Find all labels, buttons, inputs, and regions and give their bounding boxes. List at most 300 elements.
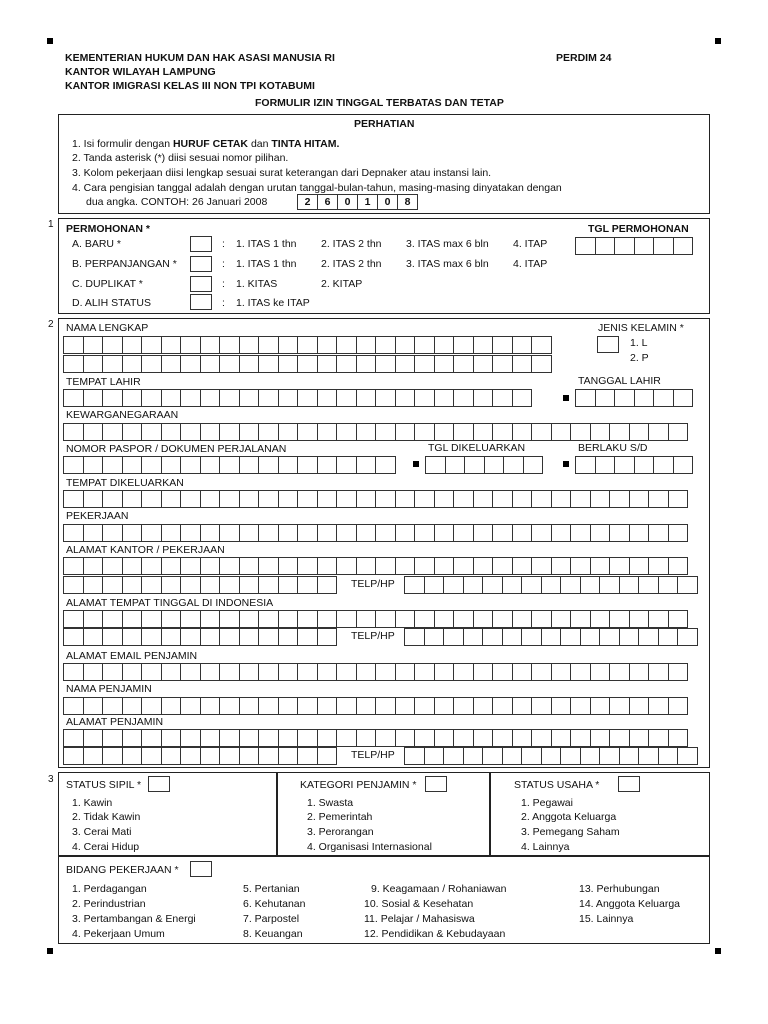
character-cell[interactable]	[414, 557, 435, 575]
character-cell[interactable]	[521, 628, 542, 646]
character-cell[interactable]	[629, 729, 650, 747]
character-cell[interactable]	[200, 610, 221, 628]
character-cell[interactable]	[297, 423, 318, 441]
character-cell[interactable]	[375, 697, 396, 715]
character-cell[interactable]	[434, 663, 455, 681]
character-cell[interactable]	[375, 524, 396, 542]
character-cell[interactable]	[648, 524, 669, 542]
character-cell[interactable]	[356, 355, 377, 373]
character-cell[interactable]	[445, 456, 466, 474]
character-cell[interactable]	[560, 628, 581, 646]
character-cell[interactable]	[63, 355, 84, 373]
character-cell[interactable]	[239, 355, 260, 373]
character-cell[interactable]	[102, 423, 123, 441]
character-cell[interactable]	[122, 663, 143, 681]
character-cell[interactable]	[141, 610, 162, 628]
character-cell[interactable]	[531, 663, 552, 681]
character-cell[interactable]	[473, 355, 494, 373]
character-cell[interactable]	[258, 355, 279, 373]
character-cell[interactable]	[673, 389, 694, 407]
character-cell[interactable]	[258, 389, 279, 407]
character-cell[interactable]	[658, 747, 679, 765]
character-cell[interactable]	[463, 576, 484, 594]
character-cell[interactable]	[317, 423, 338, 441]
character-cell[interactable]	[180, 423, 201, 441]
character-cell[interactable]	[356, 524, 377, 542]
character-cell[interactable]	[395, 524, 416, 542]
character-cell[interactable]	[570, 663, 591, 681]
character-cell[interactable]	[551, 663, 572, 681]
character-cell[interactable]	[482, 628, 503, 646]
character-cell[interactable]	[404, 628, 425, 646]
character-cell[interactable]	[200, 524, 221, 542]
character-cell[interactable]	[484, 456, 505, 474]
character-cell[interactable]	[434, 524, 455, 542]
character-cell[interactable]	[200, 557, 221, 575]
character-cell[interactable]	[102, 747, 123, 765]
character-cell[interactable]	[219, 355, 240, 373]
character-cell[interactable]	[63, 576, 84, 594]
character-cell[interactable]	[219, 524, 240, 542]
character-cell[interactable]	[83, 576, 104, 594]
character-cell[interactable]	[219, 456, 240, 474]
character-cell[interactable]	[375, 610, 396, 628]
character-cell[interactable]	[200, 389, 221, 407]
character-cell[interactable]	[200, 663, 221, 681]
character-cell[interactable]	[668, 490, 689, 508]
character-cell[interactable]	[668, 697, 689, 715]
character-cell[interactable]	[258, 729, 279, 747]
character-cell[interactable]	[668, 663, 689, 681]
character-cell[interactable]	[375, 336, 396, 354]
character-cell[interactable]	[395, 389, 416, 407]
character-cell[interactable]	[317, 697, 338, 715]
bidang-pekerjaan-checkbox[interactable]	[190, 861, 212, 877]
character-cell[interactable]	[122, 423, 143, 441]
character-cell[interactable]	[102, 336, 123, 354]
character-cell[interactable]	[541, 576, 562, 594]
character-cell[interactable]	[492, 729, 513, 747]
character-cell[interactable]	[200, 456, 221, 474]
character-cell[interactable]	[434, 389, 455, 407]
character-cell[interactable]	[239, 490, 260, 508]
nama-lengkap-row-2[interactable]	[63, 355, 551, 373]
character-cell[interactable]	[180, 576, 201, 594]
character-cell[interactable]	[492, 610, 513, 628]
character-cell[interactable]	[677, 576, 698, 594]
character-cell[interactable]	[278, 697, 299, 715]
character-cell[interactable]	[239, 557, 260, 575]
character-cell[interactable]	[356, 456, 377, 474]
character-cell[interactable]	[492, 355, 513, 373]
character-cell[interactable]	[668, 524, 689, 542]
character-cell[interactable]	[317, 557, 338, 575]
character-cell[interactable]	[453, 490, 474, 508]
character-cell[interactable]	[141, 628, 162, 646]
character-cell[interactable]	[599, 576, 620, 594]
character-cell[interactable]	[200, 747, 221, 765]
character-cell[interactable]	[580, 628, 601, 646]
character-cell[interactable]	[297, 524, 318, 542]
character-cell[interactable]	[541, 628, 562, 646]
character-cell[interactable]	[83, 389, 104, 407]
character-cell[interactable]	[395, 336, 416, 354]
character-cell[interactable]	[677, 747, 698, 765]
character-cell[interactable]	[258, 557, 279, 575]
character-cell[interactable]	[239, 729, 260, 747]
character-cell[interactable]	[180, 389, 201, 407]
character-cell[interactable]	[356, 336, 377, 354]
character-cell[interactable]	[161, 389, 182, 407]
character-cell[interactable]	[492, 423, 513, 441]
character-cell[interactable]	[590, 729, 611, 747]
character-cell[interactable]	[453, 423, 474, 441]
character-cell[interactable]	[512, 355, 533, 373]
character-cell[interactable]	[492, 490, 513, 508]
nama-penjamin-input[interactable]	[63, 697, 687, 715]
character-cell[interactable]	[395, 729, 416, 747]
character-cell[interactable]	[200, 729, 221, 747]
character-cell[interactable]	[122, 456, 143, 474]
character-cell[interactable]	[336, 423, 357, 441]
character-cell[interactable]	[502, 576, 523, 594]
character-cell[interactable]	[668, 557, 689, 575]
character-cell[interactable]	[575, 456, 596, 474]
character-cell[interactable]	[180, 336, 201, 354]
character-cell[interactable]	[531, 729, 552, 747]
character-cell[interactable]	[629, 610, 650, 628]
character-cell[interactable]	[434, 423, 455, 441]
character-cell[interactable]	[653, 237, 674, 255]
character-cell[interactable]	[414, 389, 435, 407]
character-cell[interactable]	[375, 355, 396, 373]
character-cell[interactable]	[278, 456, 299, 474]
character-cell[interactable]	[258, 423, 279, 441]
character-cell[interactable]	[83, 610, 104, 628]
character-cell[interactable]	[141, 663, 162, 681]
kategori-penjamin-checkbox[interactable]	[425, 776, 447, 792]
character-cell[interactable]	[590, 423, 611, 441]
character-cell[interactable]	[258, 697, 279, 715]
character-cell[interactable]	[414, 524, 435, 542]
character-cell[interactable]	[141, 697, 162, 715]
character-cell[interactable]	[141, 389, 162, 407]
character-cell[interactable]	[634, 237, 655, 255]
character-cell[interactable]	[239, 663, 260, 681]
character-cell[interactable]	[161, 557, 182, 575]
character-cell[interactable]	[180, 663, 201, 681]
character-cell[interactable]	[638, 747, 659, 765]
character-cell[interactable]	[658, 628, 679, 646]
character-cell[interactable]	[414, 336, 435, 354]
character-cell[interactable]	[619, 747, 640, 765]
character-cell[interactable]	[425, 456, 446, 474]
character-cell[interactable]	[668, 610, 689, 628]
character-cell[interactable]	[580, 576, 601, 594]
character-cell[interactable]	[102, 456, 123, 474]
character-cell[interactable]	[317, 610, 338, 628]
character-cell[interactable]	[200, 576, 221, 594]
character-cell[interactable]	[375, 456, 396, 474]
character-cell[interactable]	[551, 557, 572, 575]
character-cell[interactable]	[673, 237, 694, 255]
character-cell[interactable]	[668, 423, 689, 441]
character-cell[interactable]	[336, 557, 357, 575]
character-cell[interactable]	[599, 628, 620, 646]
alamat-penjamin-row-1[interactable]	[63, 729, 687, 747]
character-cell[interactable]	[668, 729, 689, 747]
character-cell[interactable]	[648, 610, 669, 628]
character-cell[interactable]	[219, 490, 240, 508]
character-cell[interactable]	[375, 490, 396, 508]
character-cell[interactable]	[161, 490, 182, 508]
alamat-kantor-telp-input[interactable]	[404, 576, 697, 594]
character-cell[interactable]	[453, 336, 474, 354]
character-cell[interactable]	[629, 490, 650, 508]
character-cell[interactable]	[161, 423, 182, 441]
character-cell[interactable]	[531, 557, 552, 575]
character-cell[interactable]	[102, 697, 123, 715]
character-cell[interactable]	[258, 336, 279, 354]
character-cell[interactable]	[634, 456, 655, 474]
character-cell[interactable]	[180, 628, 201, 646]
character-cell[interactable]	[463, 628, 484, 646]
character-cell[interactable]	[122, 336, 143, 354]
character-cell[interactable]	[375, 729, 396, 747]
character-cell[interactable]	[653, 456, 674, 474]
character-cell[interactable]	[395, 610, 416, 628]
character-cell[interactable]	[278, 524, 299, 542]
character-cell[interactable]	[443, 747, 464, 765]
character-cell[interactable]	[161, 610, 182, 628]
character-cell[interactable]	[356, 389, 377, 407]
character-cell[interactable]	[434, 610, 455, 628]
character-cell[interactable]	[258, 628, 279, 646]
character-cell[interactable]	[609, 524, 630, 542]
character-cell[interactable]	[200, 336, 221, 354]
character-cell[interactable]	[239, 456, 260, 474]
character-cell[interactable]	[317, 490, 338, 508]
character-cell[interactable]	[551, 524, 572, 542]
duplikat-checkbox[interactable]	[190, 276, 212, 292]
character-cell[interactable]	[356, 423, 377, 441]
character-cell[interactable]	[482, 576, 503, 594]
character-cell[interactable]	[141, 423, 162, 441]
character-cell[interactable]	[629, 423, 650, 441]
character-cell[interactable]	[83, 628, 104, 646]
character-cell[interactable]	[180, 610, 201, 628]
character-cell[interactable]	[122, 490, 143, 508]
character-cell[interactable]	[297, 747, 318, 765]
character-cell[interactable]	[278, 490, 299, 508]
character-cell[interactable]	[590, 524, 611, 542]
character-cell[interactable]	[200, 628, 221, 646]
alamat-penjamin-row-2[interactable]	[63, 747, 336, 765]
alamat-penjamin-telp-input[interactable]	[404, 747, 697, 765]
character-cell[interactable]	[161, 628, 182, 646]
character-cell[interactable]	[278, 355, 299, 373]
character-cell[interactable]	[580, 747, 601, 765]
baru-checkbox[interactable]	[190, 236, 212, 252]
character-cell[interactable]	[463, 747, 484, 765]
character-cell[interactable]	[63, 389, 84, 407]
character-cell[interactable]	[297, 697, 318, 715]
character-cell[interactable]	[278, 628, 299, 646]
alamat-tinggal-row-2[interactable]	[63, 628, 336, 646]
character-cell[interactable]	[531, 336, 552, 354]
character-cell[interactable]	[219, 697, 240, 715]
character-cell[interactable]	[83, 355, 104, 373]
paspor-input[interactable]	[63, 456, 395, 474]
character-cell[interactable]	[619, 576, 640, 594]
character-cell[interactable]	[122, 524, 143, 542]
character-cell[interactable]	[83, 524, 104, 542]
character-cell[interactable]	[614, 389, 635, 407]
character-cell[interactable]	[219, 663, 240, 681]
character-cell[interactable]	[180, 697, 201, 715]
character-cell[interactable]	[414, 490, 435, 508]
character-cell[interactable]	[102, 557, 123, 575]
alamat-tinggal-telp-input[interactable]	[404, 628, 697, 646]
character-cell[interactable]	[356, 490, 377, 508]
character-cell[interactable]	[395, 663, 416, 681]
character-cell[interactable]	[356, 663, 377, 681]
character-cell[interactable]	[551, 697, 572, 715]
character-cell[interactable]	[629, 697, 650, 715]
character-cell[interactable]	[629, 524, 650, 542]
character-cell[interactable]	[414, 355, 435, 373]
character-cell[interactable]	[595, 237, 616, 255]
character-cell[interactable]	[141, 747, 162, 765]
character-cell[interactable]	[102, 610, 123, 628]
character-cell[interactable]	[239, 576, 260, 594]
character-cell[interactable]	[473, 389, 494, 407]
character-cell[interactable]	[653, 389, 674, 407]
character-cell[interactable]	[239, 423, 260, 441]
character-cell[interactable]	[414, 423, 435, 441]
character-cell[interactable]	[551, 423, 572, 441]
character-cell[interactable]	[83, 490, 104, 508]
tgl-permohonan-input[interactable]	[575, 237, 692, 255]
alamat-kantor-row-1[interactable]	[63, 557, 687, 575]
character-cell[interactable]	[414, 697, 435, 715]
character-cell[interactable]	[453, 610, 474, 628]
character-cell[interactable]	[317, 663, 338, 681]
character-cell[interactable]	[560, 747, 581, 765]
character-cell[interactable]	[161, 663, 182, 681]
character-cell[interactable]	[395, 355, 416, 373]
character-cell[interactable]	[473, 610, 494, 628]
character-cell[interactable]	[141, 524, 162, 542]
character-cell[interactable]	[375, 557, 396, 575]
character-cell[interactable]	[317, 524, 338, 542]
character-cell[interactable]	[83, 663, 104, 681]
character-cell[interactable]	[317, 355, 338, 373]
character-cell[interactable]	[599, 747, 620, 765]
character-cell[interactable]	[464, 456, 485, 474]
character-cell[interactable]	[161, 355, 182, 373]
character-cell[interactable]	[609, 557, 630, 575]
character-cell[interactable]	[297, 729, 318, 747]
character-cell[interactable]	[395, 423, 416, 441]
character-cell[interactable]	[317, 389, 338, 407]
character-cell[interactable]	[161, 729, 182, 747]
tempat-dikeluarkan-input[interactable]	[63, 490, 687, 508]
character-cell[interactable]	[219, 747, 240, 765]
character-cell[interactable]	[551, 610, 572, 628]
character-cell[interactable]	[278, 423, 299, 441]
character-cell[interactable]	[161, 747, 182, 765]
character-cell[interactable]	[122, 729, 143, 747]
character-cell[interactable]	[638, 576, 659, 594]
character-cell[interactable]	[575, 389, 596, 407]
character-cell[interactable]	[512, 423, 533, 441]
tempat-lahir-input[interactable]	[63, 389, 531, 407]
character-cell[interactable]	[560, 576, 581, 594]
alamat-tinggal-row-1[interactable]	[63, 610, 687, 628]
character-cell[interactable]	[83, 456, 104, 474]
character-cell[interactable]	[473, 663, 494, 681]
character-cell[interactable]	[83, 697, 104, 715]
character-cell[interactable]	[317, 576, 338, 594]
character-cell[interactable]	[317, 747, 338, 765]
character-cell[interactable]	[473, 697, 494, 715]
character-cell[interactable]	[395, 490, 416, 508]
character-cell[interactable]	[141, 490, 162, 508]
character-cell[interactable]	[492, 336, 513, 354]
character-cell[interactable]	[102, 490, 123, 508]
character-cell[interactable]	[638, 628, 659, 646]
character-cell[interactable]	[258, 747, 279, 765]
character-cell[interactable]	[356, 729, 377, 747]
alamat-kantor-row-2[interactable]	[63, 576, 336, 594]
character-cell[interactable]	[356, 557, 377, 575]
character-cell[interactable]	[570, 610, 591, 628]
character-cell[interactable]	[492, 663, 513, 681]
character-cell[interactable]	[102, 628, 123, 646]
character-cell[interactable]	[629, 557, 650, 575]
character-cell[interactable]	[63, 729, 84, 747]
character-cell[interactable]	[482, 747, 503, 765]
character-cell[interactable]	[141, 336, 162, 354]
character-cell[interactable]	[453, 663, 474, 681]
character-cell[interactable]	[122, 557, 143, 575]
character-cell[interactable]	[473, 336, 494, 354]
character-cell[interactable]	[180, 729, 201, 747]
character-cell[interactable]	[424, 747, 445, 765]
character-cell[interactable]	[595, 389, 616, 407]
character-cell[interactable]	[609, 423, 630, 441]
character-cell[interactable]	[297, 336, 318, 354]
status-usaha-checkbox[interactable]	[618, 776, 640, 792]
character-cell[interactable]	[219, 389, 240, 407]
character-cell[interactable]	[200, 490, 221, 508]
character-cell[interactable]	[219, 729, 240, 747]
character-cell[interactable]	[63, 747, 84, 765]
character-cell[interactable]	[161, 576, 182, 594]
character-cell[interactable]	[63, 524, 84, 542]
character-cell[interactable]	[102, 355, 123, 373]
character-cell[interactable]	[219, 610, 240, 628]
character-cell[interactable]	[375, 423, 396, 441]
character-cell[interactable]	[102, 389, 123, 407]
character-cell[interactable]	[297, 610, 318, 628]
character-cell[interactable]	[63, 628, 84, 646]
character-cell[interactable]	[609, 697, 630, 715]
character-cell[interactable]	[317, 729, 338, 747]
character-cell[interactable]	[677, 628, 698, 646]
character-cell[interactable]	[609, 729, 630, 747]
